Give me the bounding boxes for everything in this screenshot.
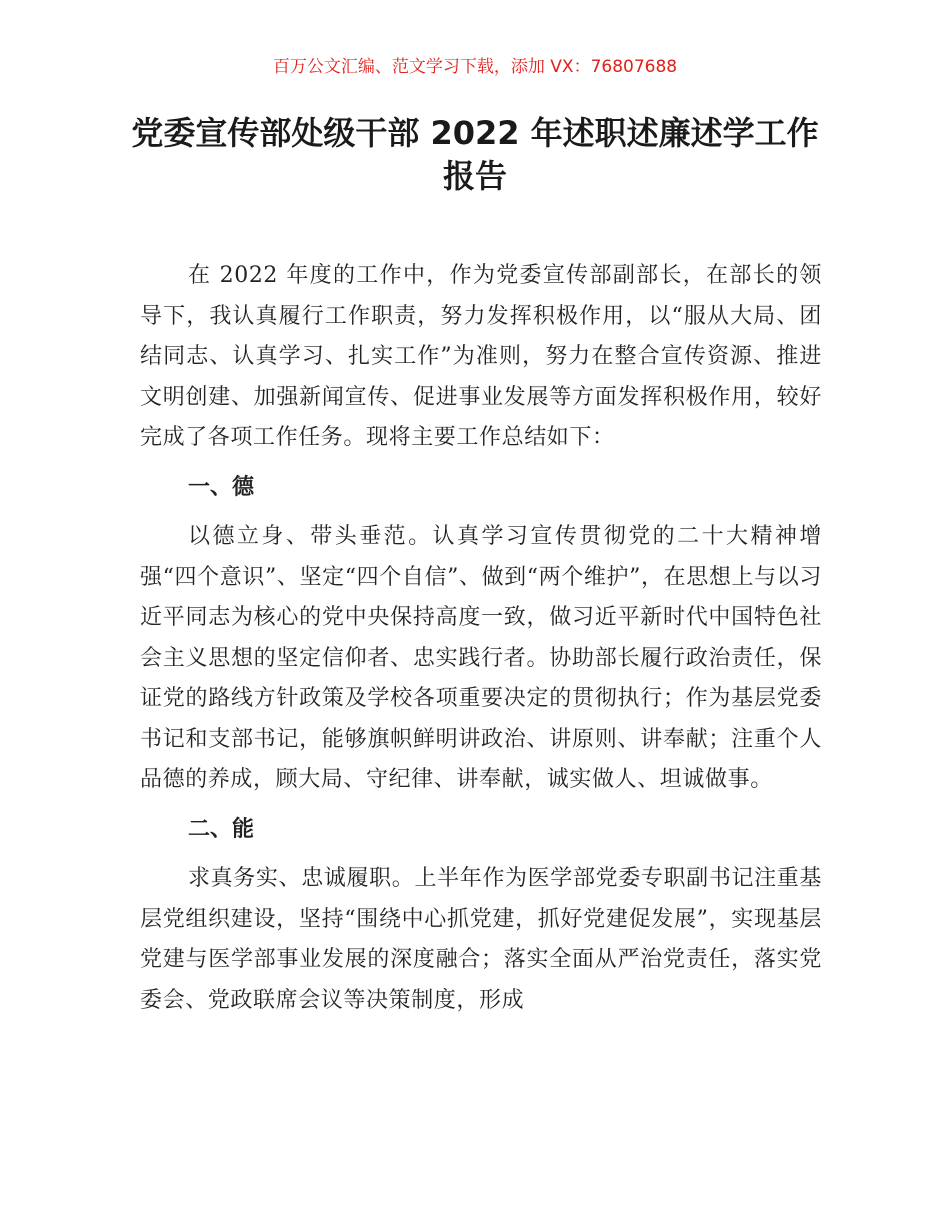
intro-paragraph: 在 2022 年度的工作中，作为党委宣传部副部长，在部长的领导下，我认真履行工作职责，努力发挥积极作用，以“服从大局、团结同志、认真学习、扎实工作”为准则，努力在整合宣传资源、推进文明创建、加强新闻宣传、促进事业发展等方面发挥积极作用，较好完成了各项工作任务。现将主要工作总结如下：	[140, 263, 822, 450]
document-title: 党委宣传部处级干部 2022 年述职述廉述学工作报告	[131, 114, 819, 195]
section-heading-de: 一、德	[188, 474, 255, 500]
section-heading-neng: 二、能	[188, 816, 255, 842]
section-body-de: 以德立身、带头垂范。认真学习宣传贯彻党的二十大精神增强“四个意识”、坚定“四个自信”、做到“两个维护”，在思想上与以习近平同志为核心的党中央保持高度一致，做习近平新时代中国特色社会主义思想的坚定信仰者、忠实践行者。协助部长履行政治责任，保证党的路线方针政策及学校各项重要决定的贯彻执行；作为基层党委书记和支部书记，能够旗帜鲜明讲政治、讲原则、讲奉献；注重个人品德的养成，顾大局、守纪律、讲奉献，诚实做人、坦诚做事。	[140, 524, 822, 792]
header-watermark-note: 百万公文汇编、范文学习下载，添加 VX：76807688	[272, 57, 678, 77]
section-body-neng: 求真务实、忠诚履职。上半年作为医学部党委专职副书记注重基层党组织建设，坚持“围绕中心抓党建，抓好党建促发展”，实现基层党建与医学部事业发展的深度融合；落实全面从严治党责任，落实党委会、党政联席会议等决策制度，形成	[140, 866, 822, 1013]
document-body	[140, 256, 822, 1021]
